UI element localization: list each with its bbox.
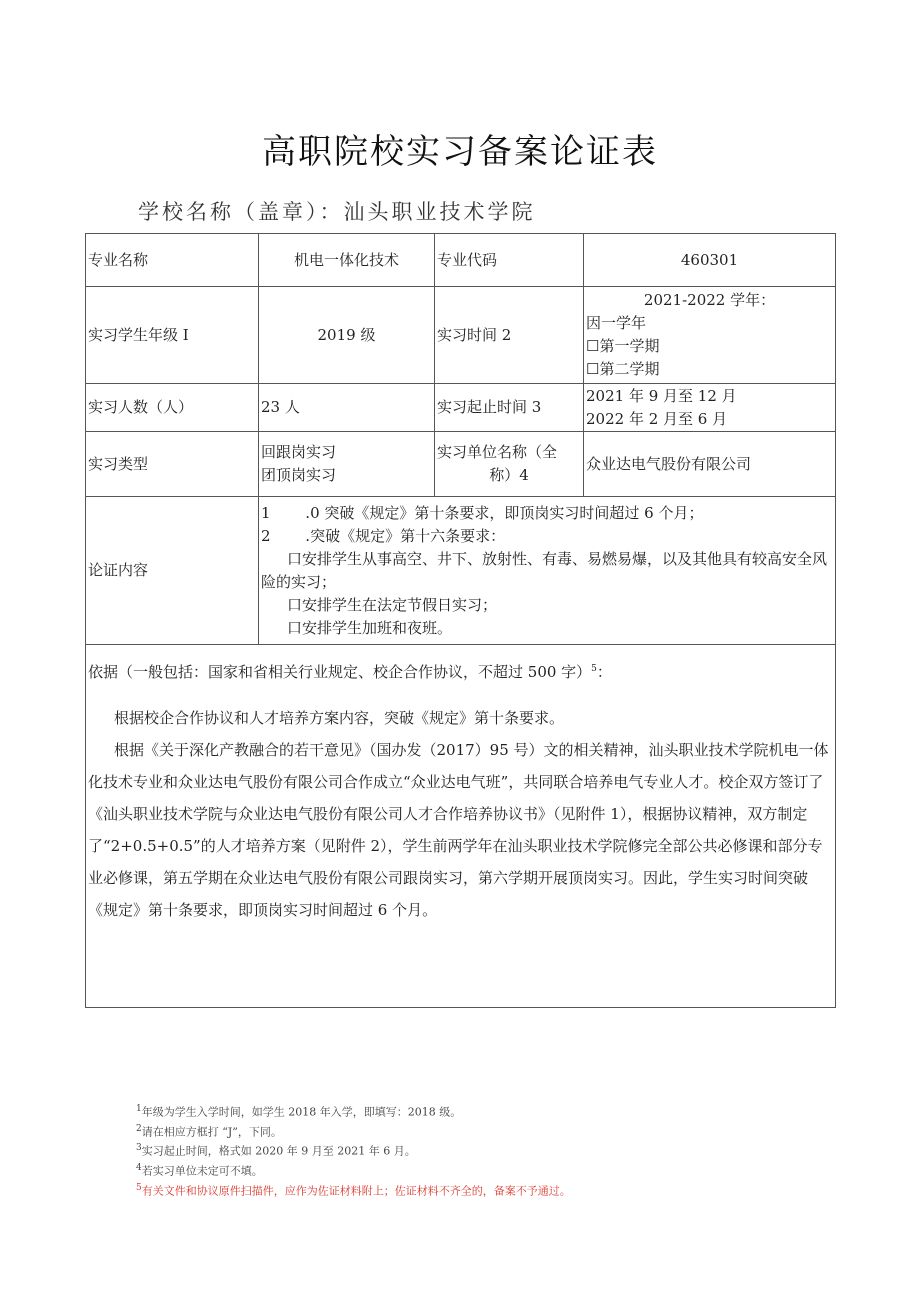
- unit-value: 众业达电气股份有限公司: [584, 432, 836, 497]
- grade-label: 实习学生年级 I: [86, 287, 259, 384]
- footnote-3: [136, 1140, 571, 1160]
- row-basis: [86, 645, 836, 1008]
- major-name-value: 机电一体化技术: [259, 234, 435, 287]
- argument-line-2: 2 .突破《规定》第十六条要求：: [261, 526, 506, 545]
- footnote-4: [136, 1160, 571, 1180]
- type-options: [259, 432, 435, 497]
- time-option-first-term[interactable]: ☐第一学期: [586, 337, 660, 355]
- footnote-1-mark: 1: [136, 1104, 142, 1114]
- footnote-5-text: 有关文件和协议原件扫描件，应作为佐证材料附上；佐证材料不齐全的，备案不予通过。: [141, 1184, 571, 1198]
- row-major: [86, 234, 836, 287]
- time-label: 实习时间 2: [435, 287, 584, 384]
- type-label: 实习类型: [86, 432, 259, 497]
- period-label: 实习起止时间 3: [435, 384, 584, 432]
- basis-heading-footnote-mark: 5: [591, 664, 597, 674]
- major-code-label: 专业代码: [435, 234, 584, 287]
- footnotes: [136, 1101, 571, 1199]
- major-name-label: 专业名称: [86, 234, 259, 287]
- major-code-value: 460301: [584, 234, 836, 287]
- argument-option-risk[interactable]: 口安排学生从事高空、井下、放射性、有毒、易燃易爆，以及其他具有较高安全风险的实习；: [261, 549, 828, 591]
- basis-heading: [88, 655, 833, 686]
- count-label: 实习人数（人）: [86, 384, 259, 432]
- unit-label: [435, 432, 584, 497]
- page-title: 高职院校实习备案论证表: [262, 132, 658, 172]
- unit-label-line-1: 实习单位名称（全: [437, 443, 558, 461]
- row-grade: [86, 287, 836, 384]
- footnote-1-text: 年级为学生入学时间，如学生 2018 年入学，即填写：2018 级。: [141, 1105, 462, 1119]
- period-line-2: 2022 年 2 月至 6 月: [586, 409, 728, 428]
- basis-paragraph-1: 根据校企合作协议和人才培养方案内容，突破《规定》第十条要求。: [114, 709, 565, 727]
- argument-option-holiday[interactable]: 口安排学生在法定节假日实习；: [287, 595, 498, 614]
- time-option-full-year[interactable]: 因一学年: [586, 314, 647, 332]
- basis-heading-text: 依据（一般包括：国家和省相关行业规定、校企合作协议，不超过 500 字）: [88, 663, 592, 681]
- footnote-3-text: 实习起止时间，格式如 2020 年 9 月至 2021 年 6 月。: [141, 1144, 416, 1158]
- row-type: [86, 432, 836, 497]
- unit-label-line-2: 称）4: [489, 466, 529, 484]
- footnote-5-mark: 5: [136, 1182, 142, 1193]
- basis-paragraph-2: 根据《关于深化产教融合的若干意见》（国办发（2017）95 号）文的相关精神，汕头职业技术学院机电一体化技术专业和众业达电气股份有限公司合作成立“众业达电气班”，共同联合培养电气专业人才。校企双方签订了《汕头职业技术学院与众业达电气股份有限公司人才合作培养协议书》（见附件 1），根据协议精神，双方制定了“2+0.5+0.5”的人才培养方案（见附件 2），学生前两学年在汕头职业技术学院修完全部公共必修课和部分专业必修课，第五学期在众业达电气股份有限公司跟岗实习，第六学期开展顶岗实习。因此，学生实习时间突破《规定》第十条要求，即顶岗实习时间超过 6 个月。: [88, 741, 829, 919]
- time-year: 2021-2022 学年：: [643, 291, 776, 309]
- footnote-1: [136, 1101, 571, 1121]
- time-options: [584, 287, 836, 384]
- type-option-follow[interactable]: 回跟岗实习: [261, 443, 337, 461]
- footnote-2-text: 请在相应方框打 “J”，下同。: [141, 1125, 282, 1139]
- footnote-4-text: 若实习单位未定可不填。: [141, 1164, 263, 1178]
- period-line-1: 2021 年 9 月至 12 月: [586, 386, 737, 405]
- footnote-5: [136, 1180, 571, 1200]
- basis-heading-colon: ：: [596, 663, 612, 681]
- footnote-2-mark: 2: [136, 1123, 142, 1134]
- row-count: [86, 384, 836, 432]
- footnote-4-mark: 4: [136, 1162, 142, 1173]
- row-argument: [86, 497, 836, 645]
- count-value: 23 人: [259, 384, 435, 432]
- argument-line-1: 1 .0 突破《规定》第十条要求，即顶岗实习时间超过 6 个月；: [261, 503, 704, 522]
- argument-content: [259, 497, 836, 645]
- argument-option-overtime[interactable]: 口安排学生加班和夜班。: [287, 618, 453, 637]
- filing-form-table: [85, 233, 836, 1008]
- footnote-3-mark: 3: [136, 1143, 142, 1154]
- footnote-2: [136, 1121, 571, 1141]
- period-value: [584, 384, 836, 432]
- argument-label: 论证内容: [86, 497, 259, 645]
- school-name: 学校名称（盖章）：汕头职业技术学院: [138, 200, 536, 224]
- basis-content: [86, 645, 836, 1008]
- time-option-second-term[interactable]: ☐第二学期: [586, 360, 660, 378]
- type-option-post[interactable]: 团顶岗实习: [261, 466, 337, 484]
- grade-value: 2019 级: [259, 287, 435, 384]
